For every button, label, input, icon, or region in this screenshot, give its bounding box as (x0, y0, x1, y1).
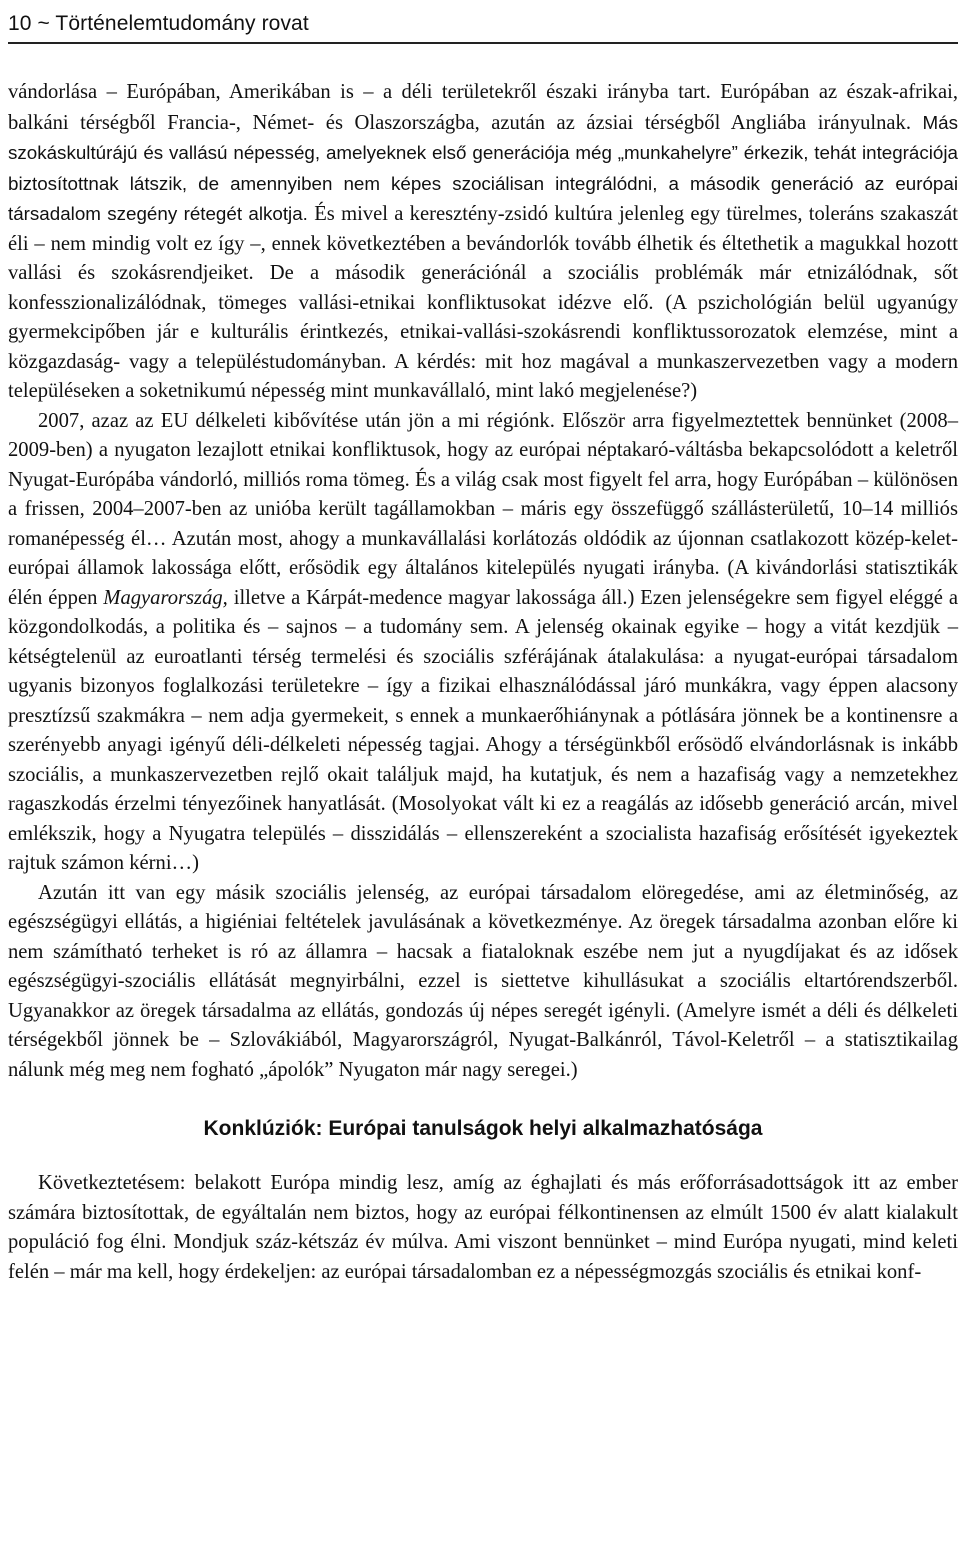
article-body (8, 78, 958, 1287)
paragraph-text: 2007, azaz az EU délkeleti kibővítése után jön a mi régiónk. Először arra figyelmeztettek bennünket (2008–2009-ben) a nyugaton lezajlott etnikai konfliktusok, hogy az európai néptakaró-váltásba bekapcsolódott a keletről Nyugat-Európába vándorló, milliós roma tömeg. És a világ csak most figyelt fel arra, hogy Európában – különösen a frissen, 2004–2007-ben az unióba került tagállamokban – máris egy összefüggő szállásterületű, 10–14 milliós romanépesség él… Azután most, ahogy a munkavállalási korlátozás oldódik az újonnan csatlakozott közép-kelet-európai államok lakossága előtt, erősödik egy általános kitelepülés nyugati irányba. (A kivándorlási statisztikák élén éppen (8, 409, 958, 609)
running-header (8, 6, 958, 44)
section-heading: Konklúziók: Európai tanulságok helyi alkalmazhatósága (203, 1117, 763, 1140)
paragraph-text: És mivel a keresztény-zsidó kultúra jelenleg egy türelmes, toleráns szakaszát éli – nem mindig volt ez így –, ennek következtében a bevándorlók tovább élhetik és éltethetik a magukkal hozott vallási és szokásrendjeiket. De a második generációnál a szociális problémák már etnizálódnak, sőt konfesszionalizálódnak, tömeges vallási-etnikai konfliktusokat idézve elő. (A pszichológián belül ugyanúgy gyermekcipőben jár e kulturális érintkezés, etnikai-vallási-szokásrendi konfliktussorozatok elemzése, mint a közgazdaság- vagy a településtudományban. A kérdés: mit hoz magával a munkaszervezetben vagy a modern településeken a soketnikumú népesség mint munkavállaló, mint lakó megjelenése?) (8, 203, 958, 402)
paragraph-conclusion: Következtetésem: belakott Európa mindig lesz, amíg az éghajlati és más erőforrásadottságok itt az ember számára biztosítottak, de egyáltalán nem biztos, hogy az európai félkontinensen az elmúlt 1500 év alatt kialakult populáció fog élni. Mondjuk száz-kétszáz év múlva. Ami viszont bennünket – mind Európa nyugati, mind keleti felén – már ma kell, hogy érdekeljen: az európai társadalomban ez a népességmozgás szociális és etnikai konf- (8, 1172, 958, 1283)
paragraph-text: vándorlása – Európában, Amerikában is – a déli területekről északi irányba tart. Európában az észak-afrikai, balkáni térségből Francia-, Német- és Olaszországba, azután az ázsiai térségből Angliába irányulnak. (8, 81, 958, 134)
header-title: 10 ~ Történelemtudomány rovat (8, 12, 309, 35)
paragraph-aging: Azután itt van egy másik szociális jelenség, az európai társadalom elöregedése, ami az életminőség, az egészségügyi ellátás, a higiéniai feltételek javulásának a következménye. Az öregek társadalma azonban előre ki nem számítható terheket is ró az államra – hacsak a fiataloknak eszébe nem jut a nyugdíjakat és az idősek egészségügyi-szociális ellátását megnyirbálni, ezzel is siettetve kihullásukat a szociális eltartórendszerből. Ugyanakkor az öregek társadalma az ellátás, gondozás új népes seregét igényli. (Amelyre ismét a déli és délkeleti térségekből jönnek be – Szlovákiából, Magyarországról, Nyugat-Balkánról, Távol-Keletről – a statisztikailag nálunk még meg nem fogható „ápolók” Nyugaton már nagy seregei.) (8, 881, 958, 1081)
paragraph-region (8, 407, 958, 879)
paragraph-text: illetve a Kárpát-medence magyar lakossága áll.) Ezen jelenségekre sem figyel eléggé a közgondolkodás, a politika és – sajnos – a tudomány sem. A jelenség okainak egyike – hogy a vitát kezdjük – kétségtelenül az euroatlanti térség termelési és szociális szférájának átalakulása: a nyugat-európai társadalom ugyanis bizonyos foglalkozási területekre – így a fizikai elhasználódással járó munkákra, vagy éppen alacsony presztízsű szakmákra – nem adja gyermekeit, s ennek a munkaerőhiánynak a pótlására jönnek be a kontinensre a szerényebb anyagi igényű déli-délkeleti népesség tagjai. Ahogy a térségünkből erősödő elvándorlásnak is inkább szociális, a munkaszervezetben rejlő okait találjuk majd, ha kutatjuk, és nem a hazafiság vagy a nemzetekhez ragaszkodás érzelmi tényezőinek hanyatlását. (Mosolyokat vált ki ez a reagálás az idősebb generáció arcán, mivel emlékszik, hogy a Nyugatra település – disszidálás – ellenszereként a szocialista hazafiság erősítését igyekeztek rajtuk számon kérni…) (8, 586, 958, 874)
paragraph-migration (8, 78, 958, 407)
paragraph-text-sans: Más szokáskultúrájú és vallású népesség, amelyeknek első generációja még „munkahelyre” érkezik, tehát integrációja biztosítottnak látszik, de amennyiben nem képes szociálisan integrálódni, a második generáció az európai társadalom szegény rétegét alkotja. (8, 111, 958, 224)
emphasis-text: Magyarország, (103, 586, 228, 609)
